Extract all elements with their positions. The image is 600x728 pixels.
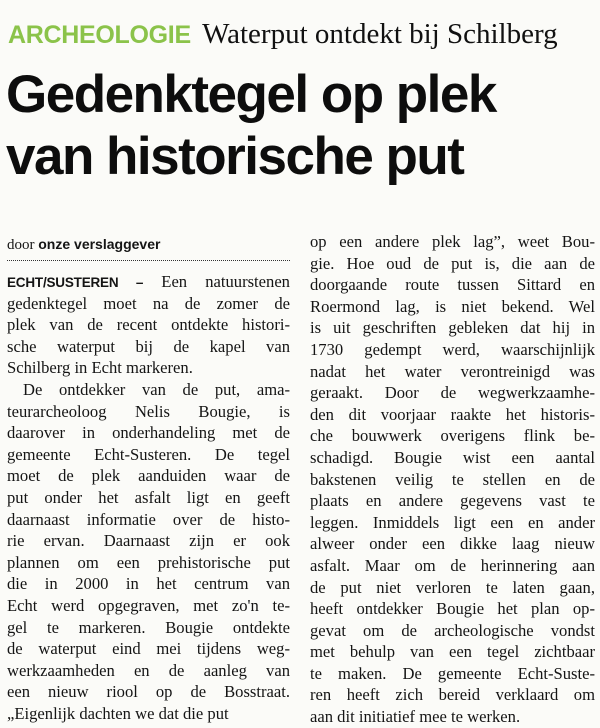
body-line: gie. Hoe oud de put is, die aan de [310,253,595,273]
body-line: asfalt. Maar om de herinnering aan [310,555,595,575]
body-line: Roermond lag, is niet bekend. Wel [310,296,595,316]
body-line: geraakt. Door de wegwerkzaamhe- [310,383,595,403]
body-line: sche waterput bij de kapel van [7,336,290,356]
left-body-text [7,271,290,724]
body-line: plek van de recent ontdekte histori- [7,315,290,335]
body-line: gemeente Echt-Susteren. De tegel [7,444,290,464]
body-line: put onder het asfalt ligt en geeft [7,487,290,507]
body-line: aan dit initiatief mee te werken. [310,707,521,727]
body-line: 1730 gedempt werd, waarschijnlijk [310,339,595,359]
body-line: leggen. Inmiddels ligt een en ander [310,512,595,532]
body-line: Echt werd opgegraven, met zo'n te- [7,595,290,615]
headline-line-1: Gedenktegel op plek [6,65,496,124]
body-line: is uit geschriften gebleken dat hij in [310,318,595,338]
body-line: nadat het water verontreinigd was [310,361,595,381]
body-line: daarover in onderhandeling met de [7,423,290,443]
body-line: die in 2000 in het centrum van [7,574,290,594]
kicker-subtitle: Waterput ontdekt bij Schilberg [202,18,558,50]
body-line: rie ervan. Daarnaast zijn er ook [7,531,290,551]
body-line: De ontdekker van de put, ama- [23,379,290,399]
body-line: schadigd. Bougie wist een aantal [310,447,595,467]
byline-prefix: door [7,237,35,253]
body-line: moet de plek aanduiden waar de [7,466,290,486]
body-line: teurarcheoloog Nelis Bougie, is [7,401,290,421]
dateline: ECHT/SUSTEREN – [7,275,144,290]
body-line: „Eigenlijk dachten we dat die put [7,703,229,723]
body-line: plaats en andere gegevens vast te [310,491,595,511]
body-line: Schilberg in Echt markeren. [7,358,193,378]
body-line: te maken. De gemeente Echt-Suste- [310,663,595,683]
article-column-left [7,231,290,724]
body-line: bakstenen veilig te stellen en de [310,469,595,489]
body-line: met behulp van een tegel zichtbaar [310,642,595,662]
article-column-right [310,231,595,728]
right-body-text [310,231,595,728]
body-line: ECHT/SUSTEREN – Een natuurstenen [7,272,290,291]
body-line: den dit voorjaar raakte het historis- [310,404,595,424]
body-line: heeft ontdekker Bougie het plan op- [310,599,595,619]
byline [7,231,290,257]
body-line: de put niet verloren te laten gaan, [310,577,595,597]
body-line: ren heeft zich bereid verklaard om [310,685,595,705]
headline-line-2: van historische put [6,127,464,186]
byline-author: onze verslaggever [38,236,161,252]
body-line: plannen om een prehistorische put [7,552,290,572]
body-line: gevat om de archeologische vondst [310,620,595,640]
article-headline [6,64,596,188]
byline-divider [7,260,290,261]
body-line: op een andere plek lag”, weet Bou- [310,232,595,251]
body-line: gedenktegel moet na de zomer de [7,293,290,313]
body-line: che bouwwerk overigens flink be- [310,426,595,446]
body-line: een nieuw riool op de Bosstraat. [7,682,290,702]
article-kicker [8,16,558,53]
body-line: daarnaast informatie over de histo- [7,509,290,529]
body-line: gel te markeren. Bougie ontdekte [7,617,290,637]
body-line: de waterput eind mei tijdens weg- [7,639,290,659]
body-line: alweer onder een dikke laag nieuw [310,534,595,554]
body-line: werkzaamheden en de aanleg van [7,660,290,680]
body-line: doorgaande route tussen Sittard en [310,275,595,295]
section-label: ARCHEOLOGIE [8,21,191,49]
